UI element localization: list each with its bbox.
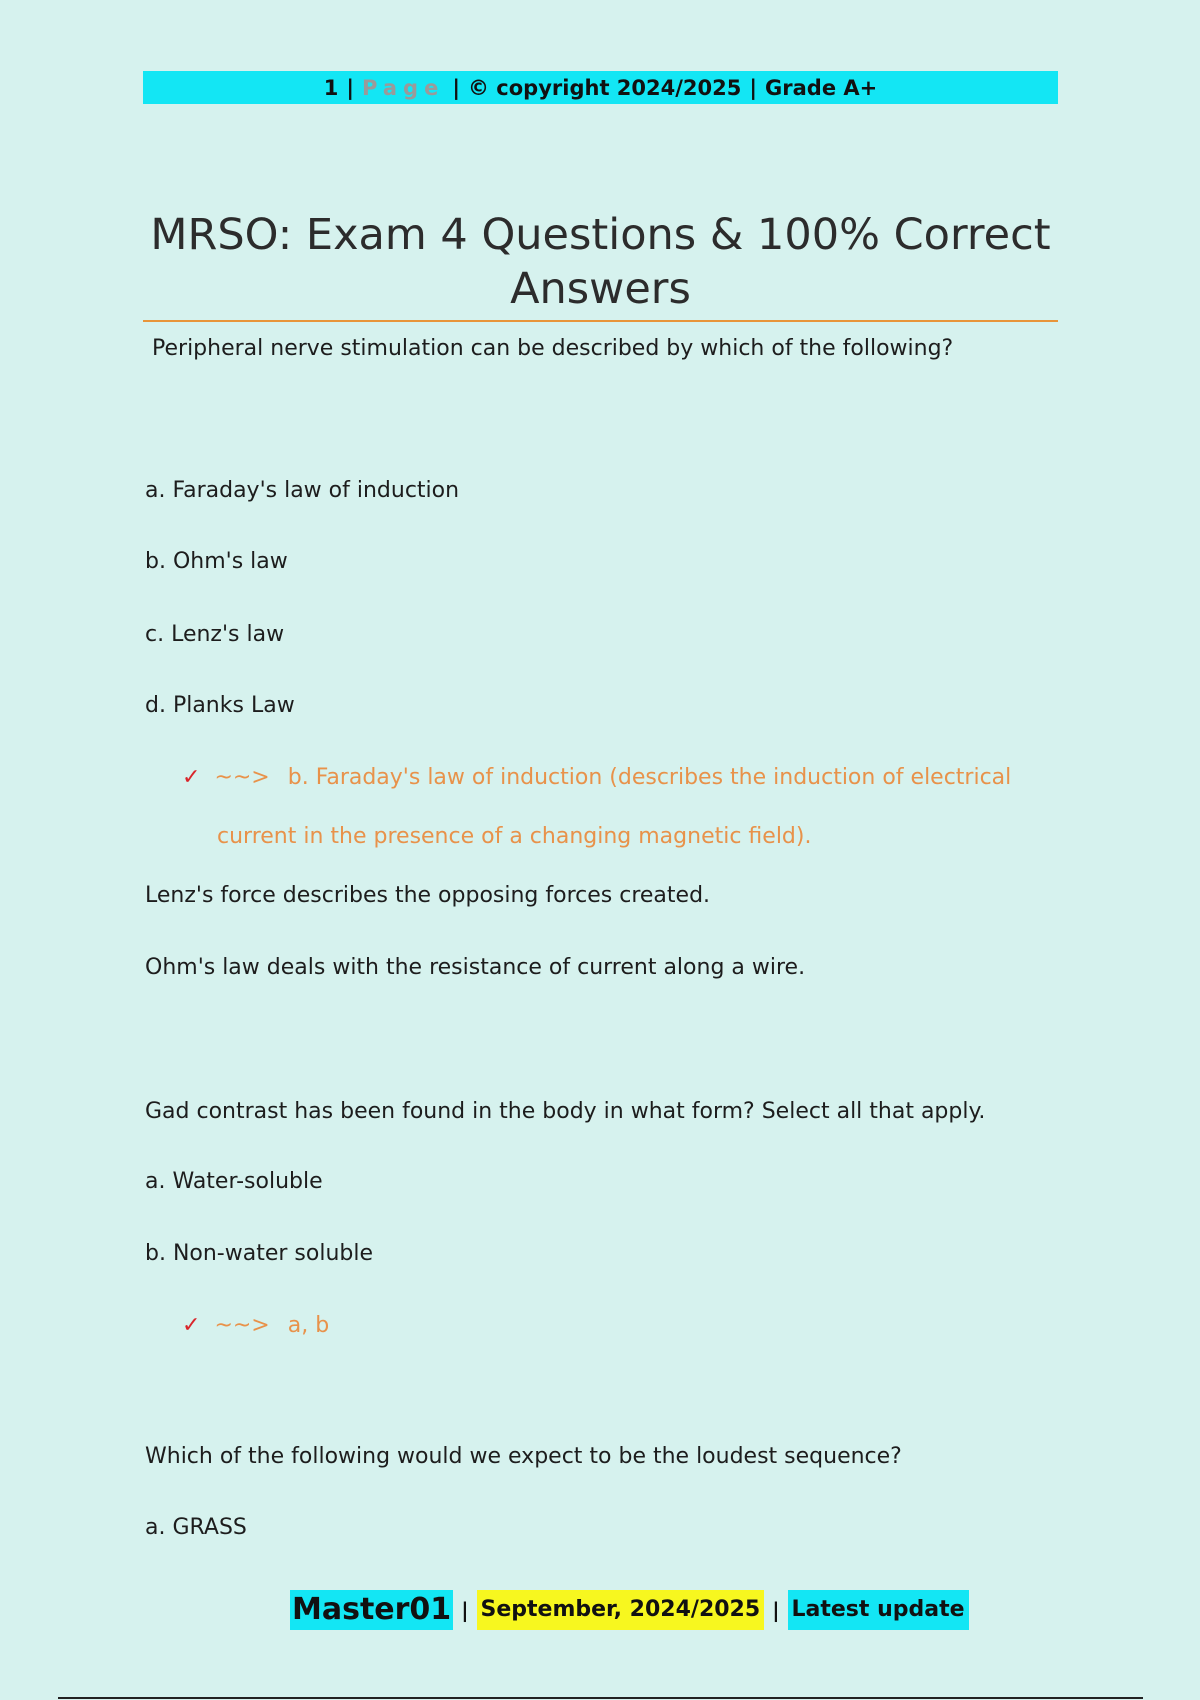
header-separator: | bbox=[749, 75, 758, 100]
answer-marker: ~~> bbox=[214, 765, 270, 790]
q1-note-ohm: Ohm's law deals with the resistance of current along a wire. bbox=[145, 955, 806, 980]
q1-option-a: a. Faraday's law of induction bbox=[145, 478, 460, 503]
footer-update: Latest update bbox=[788, 1590, 969, 1630]
header-separator: | bbox=[452, 75, 460, 100]
bottom-divider bbox=[58, 1697, 1143, 1699]
checkmark-icon: ✓ bbox=[182, 765, 201, 790]
q2-option-b: b. Non-water soluble bbox=[145, 1241, 374, 1266]
page-number: 1 bbox=[323, 75, 339, 100]
author-name: Master01 bbox=[290, 1590, 453, 1630]
checkmark-icon: ✓ bbox=[182, 1313, 201, 1338]
question-1-text: Peripheral nerve stimulation can be described by which of the following? bbox=[152, 336, 954, 361]
question-2-text: Gad contrast has been found in the body in what form? Select all that apply. bbox=[145, 1099, 986, 1124]
q1-answer bbox=[182, 765, 1011, 790]
header-separator: | bbox=[346, 75, 355, 100]
q3-option-a: a. GRASS bbox=[145, 1515, 247, 1540]
grade-text: Grade A+ bbox=[765, 75, 878, 100]
q1-option-b: b. Ohm's law bbox=[145, 549, 288, 574]
q1-answer-line2: current in the presence of a changing magnetic field). bbox=[217, 824, 812, 849]
footer-separator: | bbox=[461, 1598, 469, 1622]
q2-answer-text: a, b bbox=[287, 1313, 330, 1338]
question-3-text: Which of the following would we expect to be the loudest sequence? bbox=[145, 1444, 902, 1469]
page-label: Page bbox=[362, 75, 445, 100]
q1-option-d: d. Planks Law bbox=[145, 693, 295, 718]
copyright-text: © copyright 2024/2025 bbox=[468, 75, 742, 100]
q1-option-c: c. Lenz's law bbox=[145, 622, 285, 647]
q2-answer bbox=[182, 1313, 329, 1338]
document-title: MRSO: Exam 4 Questions & 100% Correct Answers bbox=[150, 210, 1051, 314]
q1-note-lenz: Lenz's force describes the opposing forces created. bbox=[145, 883, 711, 908]
q1-answer-line1: b. Faraday's law of induction (describes the induction of electrical bbox=[287, 765, 1012, 790]
page-header bbox=[143, 71, 1058, 104]
page-footer bbox=[290, 1590, 969, 1630]
title-divider bbox=[143, 320, 1058, 322]
answer-marker: ~~> bbox=[214, 1313, 270, 1338]
footer-separator: | bbox=[772, 1598, 780, 1622]
q2-option-a: a. Water-soluble bbox=[145, 1169, 323, 1194]
footer-date: September, 2024/2025 bbox=[477, 1590, 765, 1630]
